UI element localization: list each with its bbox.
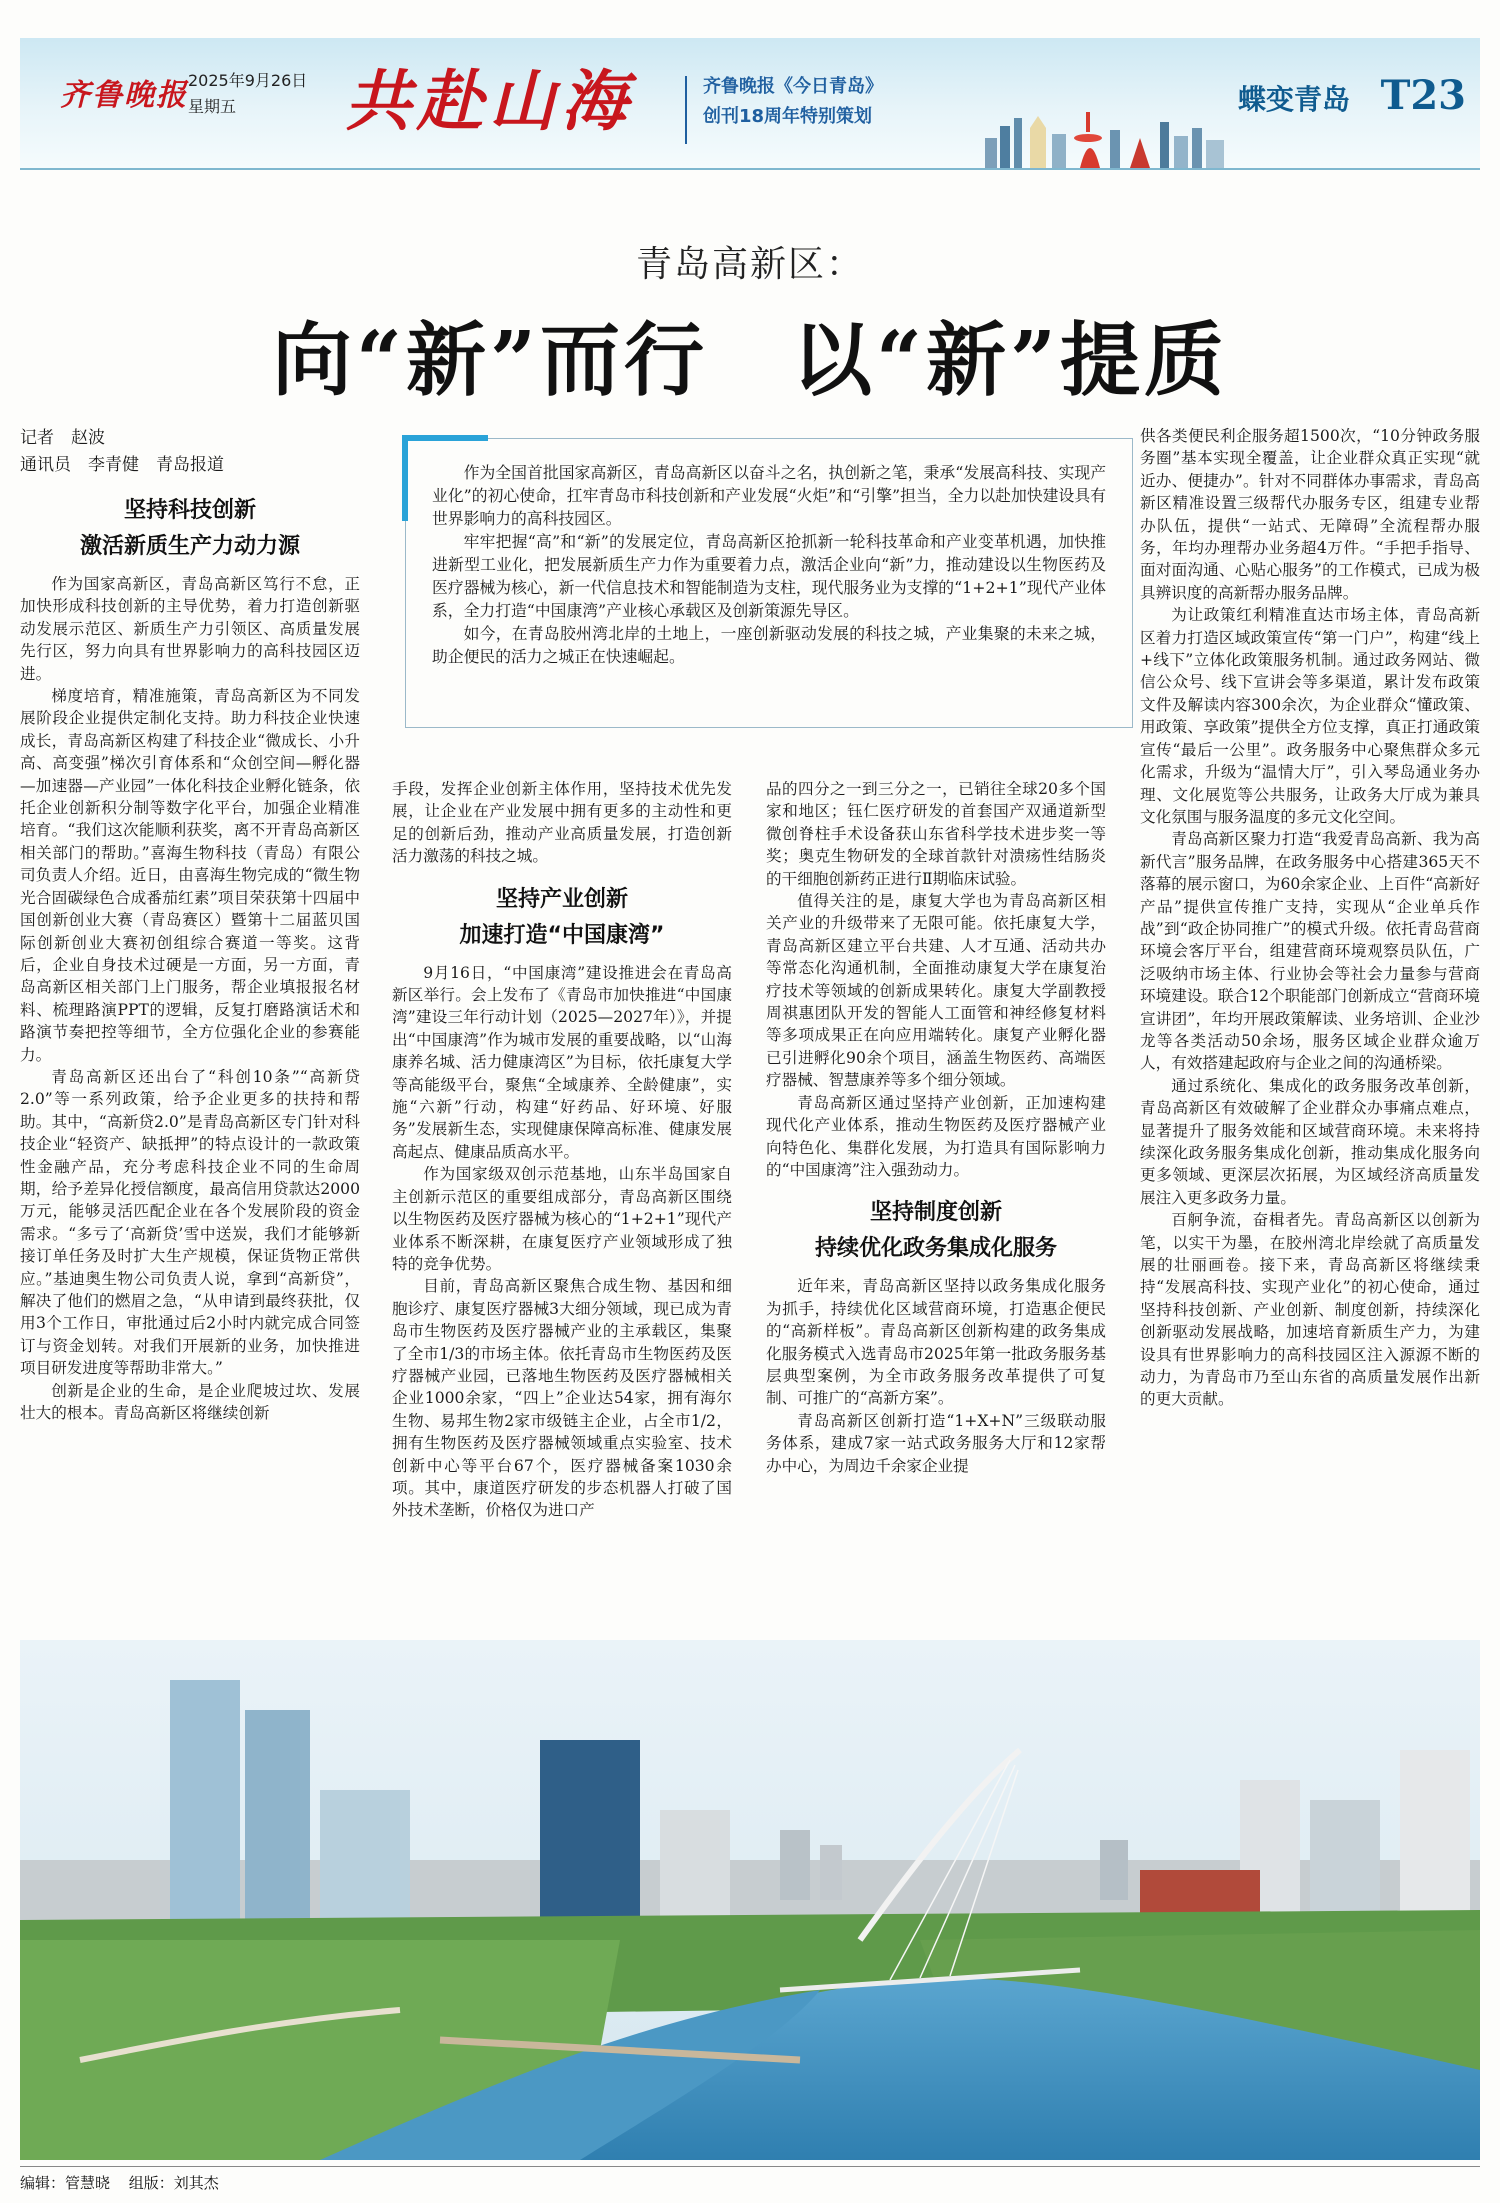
footer-rule	[20, 2166, 1480, 2167]
body-paragraph: 梯度培育，精准施策，青岛高新区为不同发展阶段企业提供定制化支持。助力科技企业快速成长，青岛高新区构建了科技企业“微成长、小升高、高变强”梯次引育体系和“众创空间—孵化器—加速器—产业园”一体化科技企业孵化链条，依托企业创新积分制等数字化平台，加强企业精准培育。“我们这次能顺利获奖，离不开青岛高新区相关部门的帮助。”喜海生物科技（青岛）有限公司负责人介绍。近日，由喜海生物完成的“微生物光合固碳绿色合成番茄红素”项目荣获第十四届中国创新创业大赛（青岛赛区）暨第十二届蓝贝国际创新创业大赛初创组综合赛道一等奖。这背后，企业自身技术过硬是一方面，另一方面，青岛高新区相关部门上门服务，帮企业填报报名材料、梳理路演PPT的逻辑，反复打磨路演话术和路演节奏把控等细节，全方位强化企业的参赛能力。	[20, 687, 360, 1064]
body-paragraph: 品的四分之一到三分之一，已销往全球20多个国家和地区；钰仁医疗研发的首套国产双通道新型微创脊柱手术设备获山东省科学技术进步奖一等奖；奥克生物研发的全球首款针对溃疡性结肠炎的干细胞创新药正进行Ⅱ期临床试验。	[766, 780, 1106, 888]
section-heading-industry	[392, 882, 732, 954]
body-paragraph: 青岛高新区聚力打造“我爱青岛高新、我为高新代言”服务品牌，在政务服务中心搭建365天不落幕的展示窗口，为60余家企业、上百件“高新好产品”提供宣传推广支持，实现从“企业单兵作战”到“政企协同推广”的模式升级。依托青岛营商环境会客厅平台，组建营商环境观察员队伍，广泛吸纳市场主体、行业协会等社会力量参与营商环境建设。联合12个职能部门创新成立“营商环境宣讲团”，年均开展政策解读、业务培训、企业沙龙等各类活动50余场，服务区域企业群众逾万人，有效搭建起政府与企业之间的沟通桥梁。	[1140, 830, 1480, 1073]
byline-reporter: 记者 赵波	[20, 428, 105, 448]
issue-date-text: 2025年9月26日	[188, 71, 308, 90]
article-column-2	[392, 778, 732, 1635]
special-tagline	[703, 72, 883, 132]
issue-date	[188, 68, 307, 120]
masthead-banner	[20, 38, 1480, 170]
article-subtitle: 青岛高新区：	[635, 244, 864, 285]
heading-line: 激活新质生产力动力源	[79, 534, 300, 559]
byline	[20, 425, 360, 479]
body-paragraph: 青岛高新区还出台了“科创10条”“高新贷2.0”等一系列政策，给予企业更多的扶持和帮助。其中，“高新贷2.0”是青岛高新区专门针对科技企业“轻资产、缺抵押”的特点设计的一款政策性金融产品，充分考虑科技企业不同的生命周期，给予差异化授信额度，最高信用贷款达2000万元，能够灵活匹配企业在各个发展阶段的资金需求。“多亏了‘高新贷’雪中送炭，我们才能够新接订单任务及时扩大生产规模，保证货物正常供应。”基迪奥生物公司负责人说，拿到“高新贷”，解决了他们的燃眉之急，“从申请到最终获批，仅用3个工作日，审批通过后2小时内就完成合同签订与资金划转。对我们开展新的业务，加快推进项目研发进度等帮助非常大。”	[20, 1067, 360, 1378]
lead-box	[405, 438, 1133, 728]
editor-credit: 编辑：管慧晓	[20, 2174, 111, 2192]
lead-paragraph: 如今，在青岛胶州湾北岸的土地上，一座创新驱动发展的科技之城，产业集聚的未来之城，助企便民的活力之城正在快速崛起。	[432, 624, 1106, 666]
special-title-art: 共赴山海	[345, 62, 633, 140]
body-paragraph: 值得关注的是，康复大学也为青岛高新区相关产业的升级带来了无限可能。依托康复大学，青岛高新区建立平台共建、人才互通、活动共办等常态化沟通机制，全面推动康复大学在康复治疗技术等领域的创新成果转化。康复大学副教授周祺惠团队开发的智能人工面管和神经修复材料等多项成果正在向应用端转化。康复产业孵化器已引进孵化90余个项目，涵盖生物医药、高端医疗器械、智慧康养等多个细分领域。	[766, 892, 1106, 1090]
body-paragraph: 作为国家高新区，青岛高新区笃行不怠，正加快形成科技创新的主导优势，着力打造创新驱动发展示范区、新质生产力引领区、高质量发展先行区，努力向具有世界影响力的高科技园区迈进。	[20, 575, 360, 683]
body-paragraph: 为让政策红利精准直达市场主体，青岛高新区着力打造区域政策宣传“第一门户”，构建“线上+线下”立体化政策服务机制。通过政务网站、微信公众号、线下宣讲会等多渠道，累计发布政策文件及解读内容300余次，为企业群众“懂政策、用政策、享政策”提供全方位支撑，真正打通政策宣传“最后一公里”。政务服务中心聚焦群众多元化需求，升级为“温情大厅”，引入琴岛通业务办理、文化展览等公共服务，让政务大厅成为兼具文化氛围与服务温度的多元文化空间。	[1140, 606, 1480, 826]
article-column-1	[20, 425, 360, 1635]
section-heading-institution	[766, 1195, 1106, 1267]
lead-paragraph: 牢牢把握“高”和“新”的发展定位，青岛高新区抢抓新一轮科技革命和产业变革机遇，加快推进新型工业化，把发展新质生产力作为重要着力点，激活企业向“新”力，推动建设以生物医药及医疗器械为核心，新一代信息技术和智能制造为支柱，现代服务业为支撑的“1+2+1”现代产业体系，全力打造“中国康湾”产业核心承载区及创新策源先导区。	[432, 532, 1106, 620]
body-paragraph: 创新是企业的生命，是企业爬坡过坎、发展壮大的根本。青岛高新区将继续创新	[20, 1381, 360, 1423]
body-paragraph: 通过系统化、集成化的政务服务改革创新，青岛高新区有效破解了企业群众办事痛点难点，显著提升了服务效能和区域营商环境。未来将持续深化政务服务集成化创新，推动集成化服务向更多领域、更深层次拓展，为区域经济高质量发展注入更多政务力量。	[1140, 1076, 1480, 1207]
body-paragraph: 供各类便民利企服务超1500次，“10分钟政务服务圈”基本实现全覆盖，让企业群众真正实现“就近办、便捷办”。针对不同群体办事需求，青岛高新区精准设置三级帮代办服务专区，组建专业帮办队伍，提供“一站式、无障碍”全流程帮办服务，年均办理帮办业务超4万件。“手把手指导、面对面沟通、心贴心服务”的工作模式，已成为极具辨识度的高新帮办服务品牌。	[1140, 427, 1480, 602]
city-skyline-illustration	[980, 108, 1230, 168]
heading-line: 坚持制度创新	[869, 1200, 1002, 1226]
article-headline: 向“新”而行 以“新”提质	[271, 313, 1229, 407]
article-column-4	[1140, 425, 1480, 1635]
body-paragraph: 作为国家级双创示范基地，山东半岛国家自主创新示范区的重要组成部分，青岛高新区围绕以生物医药及医疗器械为核心的“1+2+1”现代产业体系不断深耕，在康复医疗产业领域形成了独特的竞争优势。	[392, 1165, 732, 1273]
lead-paragraph: 作为全国首批国家高新区，青岛高新区以奋斗之名，执创新之笔，秉承“发展高科技、实现产业化”的初心使命，扛牢青岛市科技创新和产业发展“火炬”和“引擎”担当，全力以赴加快建设具有世界影响力的高科技园区。	[432, 463, 1106, 528]
heading-line: 持续优化政务集成化服务	[814, 1236, 1057, 1262]
tagline-line-2: 创刊18周年特别策划	[703, 106, 873, 127]
article-column-3	[766, 778, 1106, 1635]
body-paragraph: 手段，发挥企业创新主体作用，坚持技术优先发展，让企业在产业发展中拥有更多的主动性和更足的创新后劲，推动产业高质量发展，打造创新活力激荡的科技之城。	[392, 780, 732, 866]
heading-line: 坚持产业创新	[495, 886, 628, 912]
lead-corner-decoration	[402, 435, 488, 521]
body-paragraph: 近年来，青岛高新区坚持以政务集成化服务为抓手，持续优化区域营商环境，打造惠企便民的“高新样板”。青岛高新区创新构建的政务集成化服务模式入选青岛市2025年第一批政务服务基层典型案例，为全市政务服务改革提供了可复制、可推广的“高新方案”。	[766, 1277, 1106, 1408]
hightech-zone-aerial-photo	[20, 1640, 1480, 2160]
byline-correspondent: 通讯员 李青健 青岛报道	[20, 455, 224, 475]
tagline-line-1: 齐鲁晚报《今日青岛》	[703, 76, 883, 97]
body-paragraph: 目前，青岛高新区聚焦合成生物、基因和细胞诊疗、康复医疗器械3大细分领域，现已成为青岛市生物医药及医疗器械产业的主承载区，集聚了全市1/3的市场主体。依托青岛市生物医药及医疗器械产业园，已落地生物医药及医疗器械相关企业1000余家，“四上”企业达54家，拥有海尔生物、易邦生物2家市级链主企业，占全市1/2，拥有生物医药及医疗器械领域重点实验室、技术创新中心等平台67个，医疗器械备案1030余项。其中，康道医疗研发的步态机器人打破了国外技术垄断，价格仅为进口产	[392, 1277, 732, 1520]
section-heading-tech	[20, 493, 360, 565]
issue-weekday: 星期五	[188, 97, 237, 116]
layout-credit: 组版：刘其杰	[128, 2174, 219, 2192]
section-name: 蝶变青岛	[1237, 83, 1350, 116]
heading-line: 坚持科技创新	[123, 498, 256, 523]
page-number: T23	[1380, 72, 1466, 119]
aerial-photo-illustration	[20, 1640, 1480, 2160]
body-paragraph: 青岛高新区创新打造“1+X+N”三级联动服务体系，建成7家一站式政务服务大厅和12家帮办中心，为周边千余家企业提	[766, 1411, 1106, 1475]
body-paragraph: 青岛高新区通过坚持产业创新，正加速构建现代化产业体系，推动生物医药及医疗器械产业向特色化、集群化发展，为打造具有国际影响力的“中国康湾”注入强劲动力。	[766, 1093, 1106, 1179]
page-footer	[20, 2172, 233, 2193]
newspaper-logo: 齐鲁晚报	[60, 78, 188, 113]
body-paragraph: 9月16日，“中国康湾”建设推进会在青岛高新区举行。会上发布了《青岛市加快推进“中国康湾”建设三年行动计划（2025—2027年）》，并提出“中国康湾”作为城市发展的重要战略，以“山海康养名城、活力健康湾区”为目标，依托康复大学等高能级平台，聚焦“全域康养、全龄健康”，实施“六新”行动，构建“好药品、好环境、好服务”发展新生态，实现健康保障高标准、健康发展高起点、健康品质高水平。	[392, 963, 732, 1161]
body-paragraph: 百舸争流，奋楫者先。青岛高新区以创新为笔，以实干为墨，在胶州湾北岸绘就了高质量发展的壮丽画卷。接下来，青岛高新区将继续秉持“发展高科技、实现产业化”的初心使命，通过坚持科技创新、产业创新、制度创新，持续深化创新驱动发展战略，加速培育新质生产力，为建设具有世界影响力的高科技园区注入源源不断的动力，为青岛市乃至山东省的高质量发展作出新的更大贡献。	[1140, 1211, 1480, 1409]
title-divider	[685, 76, 687, 144]
heading-line: 加速打造“中国康湾”	[459, 922, 665, 948]
